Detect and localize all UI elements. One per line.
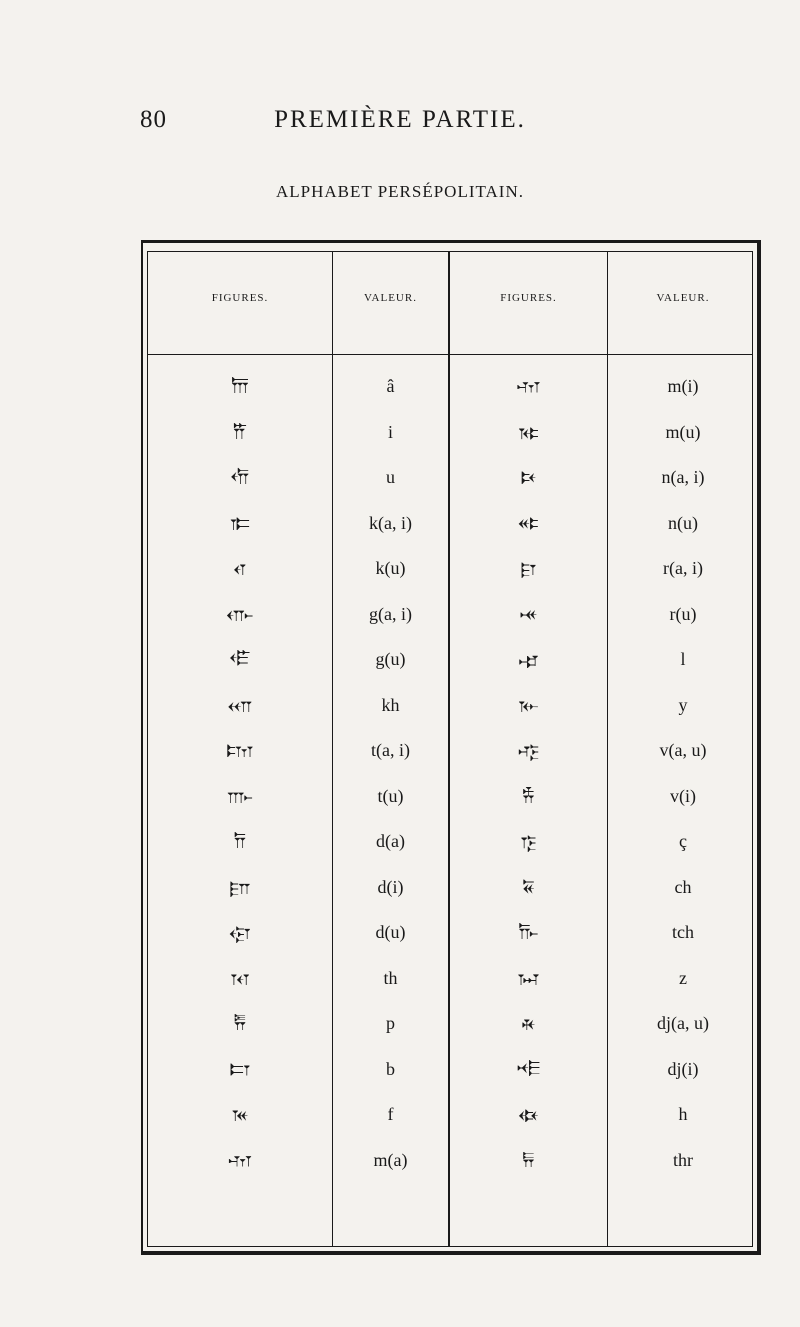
table-row	[148, 819, 752, 864]
cuneiform-sign-figure: 𐎶	[516, 374, 541, 398]
sign-value: ch	[674, 876, 692, 897]
sign-value: m(a)	[373, 1149, 408, 1170]
table-row	[148, 1092, 752, 1137]
sign-value: n(u)	[668, 512, 698, 533]
table-row	[148, 592, 752, 637]
sign-value: d(u)	[375, 922, 406, 942]
table-row	[148, 956, 752, 1001]
table-title: ALPHABET PERSÉPOLITAIN.	[275, 182, 524, 201]
sign-value: v(i)	[670, 785, 696, 806]
sign-value: â	[386, 376, 395, 396]
sign-value: h	[678, 1104, 688, 1124]
cuneiform-sign-figure: 𐎣	[230, 510, 250, 535]
cuneiform-sign-figure: 𐎻	[522, 783, 535, 808]
sign-value: g(a, i)	[369, 603, 412, 624]
table-row	[148, 1001, 752, 1046]
table-row	[148, 774, 752, 819]
cuneiform-sign-figure: 𐎺	[517, 738, 540, 762]
cuneiform-sign-figure: 𐎶	[228, 1147, 252, 1172]
table-row	[148, 910, 752, 955]
sign-value: m(u)	[665, 421, 701, 442]
sign-value: r(u)	[669, 603, 697, 624]
sign-value: v(a, u)	[659, 740, 707, 760]
cuneiform-sign-figure: 𐎹	[518, 692, 539, 717]
table-row	[148, 865, 752, 910]
sign-value: t(a, i)	[371, 740, 410, 760]
cuneiform-sign-figure: 𐎼	[520, 556, 537, 580]
sign-value: g(u)	[375, 649, 406, 669]
sign-value: kh	[381, 694, 400, 715]
column-header-value-2: VALEUR.	[656, 292, 710, 304]
table-row	[148, 364, 752, 409]
column-header-figures-2: FIGURES.	[500, 292, 557, 304]
sign-value: dj(a, u)	[657, 1013, 709, 1033]
cuneiform-sign-figure: 𐎫	[226, 738, 254, 762]
column-header-value-1: VALEUR.	[364, 292, 417, 304]
table-row	[148, 410, 752, 455]
sign-value: f	[387, 1104, 394, 1124]
cuneiform-sign-figure: 𐎪	[516, 1056, 541, 1081]
cuneiform-sign-figure: 𐏁	[522, 874, 535, 899]
cuneiform-sign-figure: 𐏃	[518, 1102, 539, 1126]
table-row	[148, 1047, 752, 1092]
running-head: PREMIÈRE PARTIE.	[274, 106, 526, 133]
cuneiform-sign-figure: 𐏀	[517, 965, 540, 990]
page-number: 80	[140, 106, 167, 133]
sign-value: y	[678, 694, 688, 715]
cuneiform-sign-figure: 𐎩	[521, 1011, 536, 1035]
cuneiform-sign-figure: 𐎷	[518, 419, 539, 444]
sign-value: u	[386, 467, 395, 487]
sign-value: d(i)	[377, 876, 404, 897]
cuneiform-sign-figure: 𐎧	[227, 692, 253, 717]
table-row	[148, 546, 752, 591]
table-row	[148, 683, 752, 728]
header-divider	[148, 354, 752, 355]
cuneiform-sign-figure: 𐎯	[229, 920, 251, 944]
sign-value: k(a, i)	[369, 512, 412, 533]
alphabet-table	[141, 240, 761, 1255]
table-row	[148, 728, 752, 773]
sign-value: n(a, i)	[661, 467, 705, 487]
cuneiform-sign-figure: 𐎠	[231, 374, 249, 398]
cuneiform-sign-figure: 𐎴	[520, 465, 537, 489]
sign-value: tch	[672, 922, 694, 942]
cuneiform-sign-figure: 𐏂	[522, 1147, 535, 1172]
sign-value: th	[383, 967, 398, 988]
sign-value: r(a, i)	[663, 558, 703, 578]
cuneiform-sign-figure: 𐎳	[231, 1102, 249, 1126]
cuneiform-sign-figure: 𐎨	[518, 920, 539, 944]
cuneiform-sign-figure: 𐎾	[518, 647, 539, 671]
sign-value: b	[386, 1058, 395, 1079]
cuneiform-sign-figure: 𐎡	[233, 419, 247, 444]
cuneiform-sign-figure: 𐎽	[519, 601, 538, 626]
cuneiform-sign-figure: 𐎱	[233, 1011, 247, 1035]
table-row	[148, 455, 752, 500]
sign-value: dj(i)	[667, 1058, 699, 1079]
cuneiform-sign-figure: 𐎵	[518, 510, 539, 535]
cuneiform-sign-figure: 𐎭	[233, 829, 247, 853]
alphabet-table-inner	[147, 251, 753, 1247]
cuneiform-sign-figure: 𐎦	[229, 647, 251, 671]
cuneiform-sign-figure: 𐎢	[230, 465, 250, 489]
sign-value: ç	[679, 831, 687, 851]
sign-value: i	[387, 421, 393, 442]
cuneiform-sign-figure: 𐎰	[230, 965, 250, 990]
cuneiform-sign-figure: 𐎿	[520, 829, 537, 853]
sign-value: k(u)	[375, 558, 406, 578]
cuneiform-sign-figure: 𐎬	[227, 783, 253, 808]
column-header-figures-1: FIGURES.	[211, 292, 269, 304]
sign-value: l	[680, 649, 686, 669]
cuneiform-sign-figure: 𐎤	[233, 556, 247, 580]
cuneiform-sign-figure: 𐎲	[229, 1056, 251, 1081]
sign-value: p	[386, 1013, 395, 1033]
sign-value: t(u)	[377, 785, 404, 806]
table-row	[148, 1138, 752, 1183]
sign-value: m(i)	[667, 376, 699, 396]
table-row	[148, 637, 752, 682]
table-row	[148, 501, 752, 546]
sign-value: z	[679, 967, 687, 988]
cuneiform-sign-figure: 𐎮	[229, 874, 251, 899]
cuneiform-sign-figure: 𐎥	[226, 601, 254, 626]
sign-value: d(a)	[376, 831, 405, 851]
sign-value: thr	[673, 1149, 693, 1170]
